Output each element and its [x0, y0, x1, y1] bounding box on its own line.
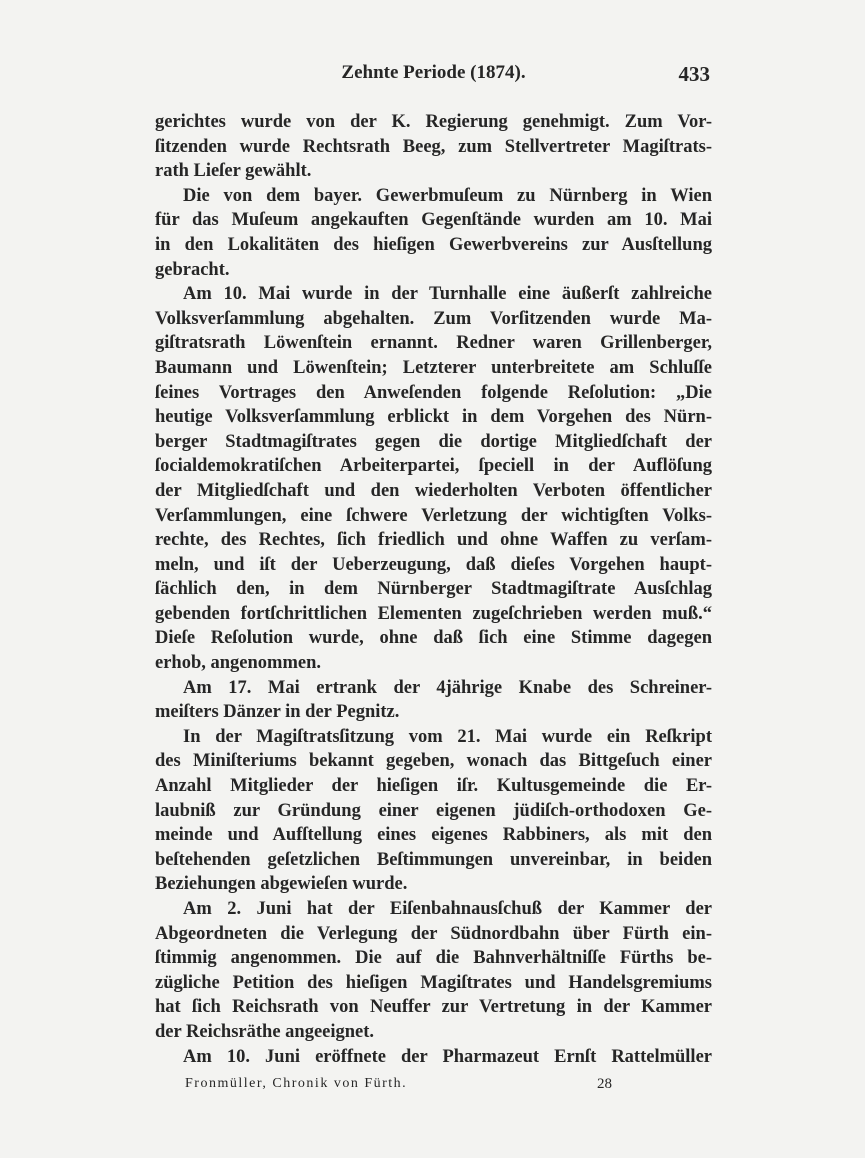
page-number: 433: [678, 62, 710, 86]
text-line: Abgeordneten die Verlegung der Südnordbahn über Fürth ein-: [155, 923, 712, 944]
text-line: des Miniſteriums bekannt gegeben, wonach das Bittgeſuch einer: [155, 751, 712, 772]
text-line: der Reichsräthe angeeignet.: [155, 1021, 375, 1042]
running-title: Zehnte Periode (1874).: [341, 62, 526, 83]
text-line: ſächlich den, in dem Nürnberger Stadtmagiſtrate Ausſchlag: [155, 579, 712, 600]
page-footer: [155, 1076, 712, 1098]
text-line: in den Lokalitäten des hieſigen Gewerbvereins zur Ausſtellung: [155, 234, 712, 255]
footer-source: Fronmüller, Chronik von Fürth.: [185, 1076, 408, 1091]
text-line: für das Muſeum angekauften Gegenſtände wurden am 10. Mai: [155, 210, 712, 231]
text-line: Am 10. Juni eröffnete der Pharmazeut Ernſt Rattelmüller: [183, 1046, 712, 1067]
signature-mark: 28: [597, 1076, 612, 1092]
text-line: ſitzenden wurde Rechtsrath Beeg, zum Stellvertreter Magiſtrats-: [155, 136, 712, 157]
text-line: heutige Volksverſammlung erblickt in dem Vorgehen des Nürn-: [155, 407, 712, 428]
text-line: Baumann und Löwenſtein; Letzterer unterbreitete am Schluſſe: [155, 357, 712, 378]
page-header: [155, 62, 712, 88]
text-line: Am 2. Juni hat der Eiſenbahnausſchuß der Kammer der: [183, 899, 712, 919]
text-line: gebenden fortſchrittlichen Elementen zugeſchrieben werden muß.“: [155, 603, 712, 624]
text-line: Anzahl Mitglieder der hieſigen iſr. Kultusgemeinde die Er-: [155, 776, 712, 797]
text-line: rath Lieſer gewählt.: [155, 161, 312, 182]
text-line: Am 17. Mai ertrank der 4jährige Knabe des Schreiner-: [183, 677, 712, 698]
text-line: meiſters Dänzer in der Pegnitz.: [155, 702, 400, 723]
text-line: ſeines Vortrages den Anweſenden folgende Reſolution: „Die: [155, 382, 712, 403]
text-line: berger Stadtmagiſtrates gegen die dortige Mitgliedſchaft der: [155, 431, 712, 452]
text-line: erhob, angenommen.: [155, 653, 321, 674]
text-line: Volksverſammlung abgehalten. Zum Vorſitzenden wurde Ma-: [155, 308, 712, 329]
text-line: laubniß zur Gründung einer eigenen jüdiſch-orthodoxen Ge-: [155, 800, 712, 821]
text-line: Dieſe Reſolution wurde, ohne daß ſich eine Stimme dagegen: [155, 628, 712, 649]
text-line: zügliche Petition des hieſigen Magiſtrates und Handelsgremiums: [155, 972, 712, 993]
text-line: giſtratsrath Löwenſtein ernannt. Redner waren Grillenberger,: [155, 333, 712, 354]
text-line: rechte, des Rechtes, ſich friedlich und ohne Waffen zu verſam-: [155, 530, 712, 551]
body-text: [155, 110, 712, 1069]
text-line: gebracht.: [155, 259, 230, 280]
text-line: ſocialdemokratiſchen Arbeiterpartei, ſpeciell in der Auflöſung: [155, 456, 712, 477]
text-line: ſtimmig angenommen. Die auf die Bahnverhältniſſe Fürths be-: [155, 948, 712, 969]
text-line: der Mitgliedſchaft und den wiederholten Verboten öffentlicher: [155, 480, 712, 501]
text-line: Verſammlungen, eine ſchwere Verletzung der wichtigſten Volks-: [155, 505, 712, 526]
text-line: meln, und iſt der Ueberzeugung, daß dieſes Vorgehen haupt-: [155, 554, 712, 575]
text-line: gerichtes wurde von der K. Regierung genehmigt. Zum Vor-: [155, 112, 712, 132]
text-line: hat ſich Reichsrath von Neuffer zur Vertretung in der Kammer: [155, 997, 712, 1018]
text-line: Am 10. Mai wurde in der Turnhalle eine äußerſt zahlreiche: [183, 284, 712, 305]
text-line: meinde und Aufſtellung eines eigenes Rabbiners, als mit den: [155, 825, 712, 846]
text-line: Die von dem bayer. Gewerbmuſeum zu Nürnberg in Wien: [183, 185, 712, 206]
text-line: beſtehenden geſetzlichen Beſtimmungen unvereinbar, in beiden: [155, 849, 712, 870]
text-line: In der Magiſtratsſitzung vom 21. Mai wurde ein Reſkript: [183, 726, 712, 747]
text-line: Beziehungen abgewieſen wurde.: [155, 874, 408, 895]
